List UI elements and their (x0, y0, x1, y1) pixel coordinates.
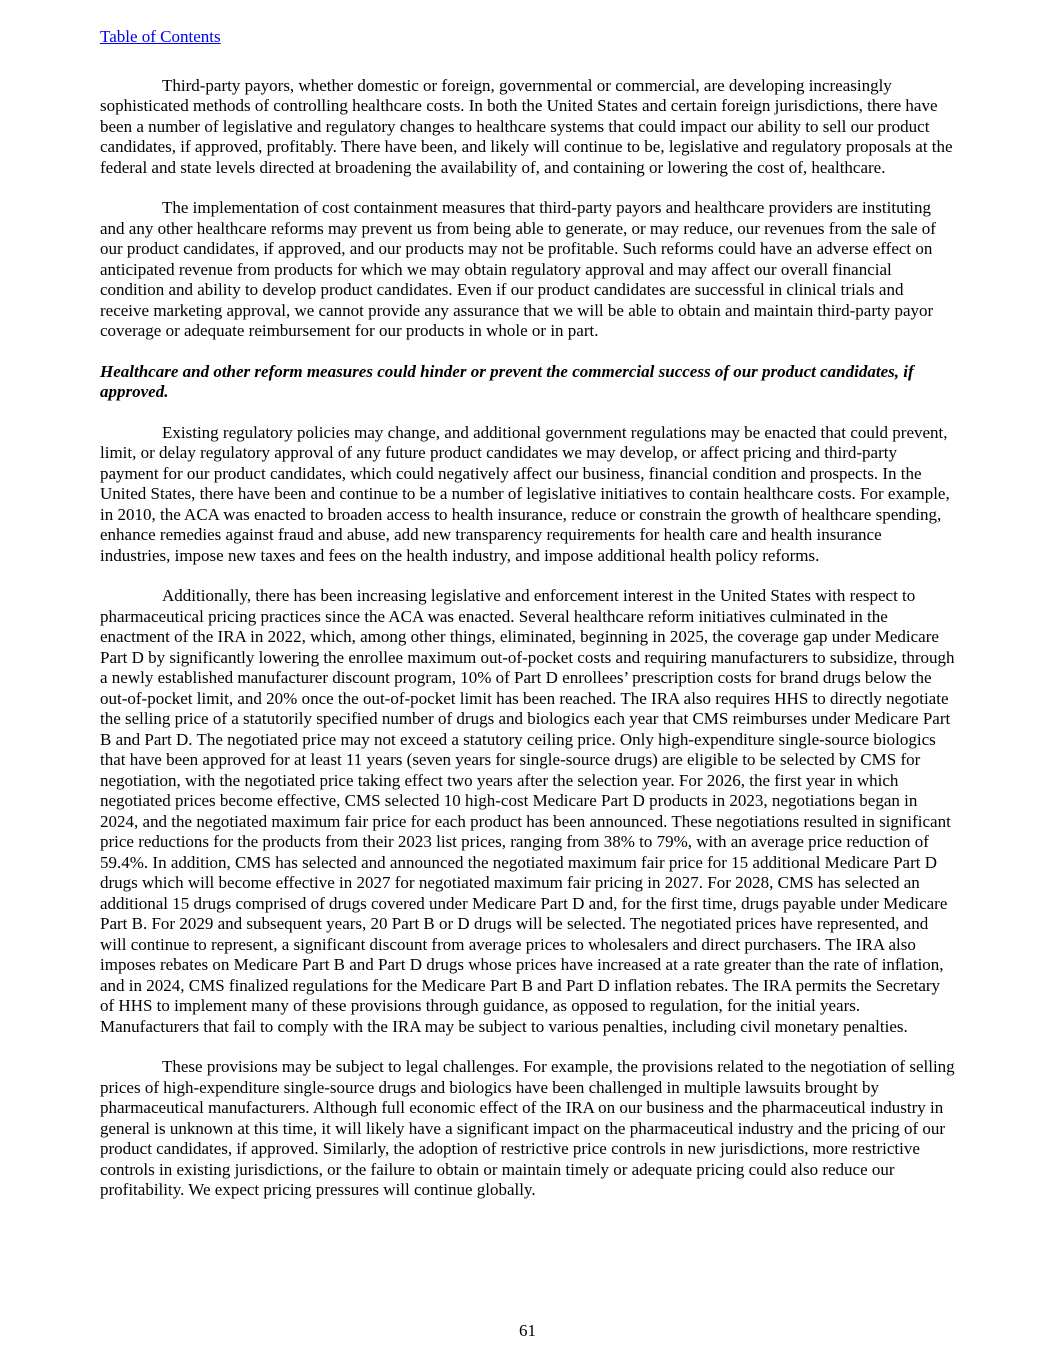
paragraph-third-party-payors: Third-party payors, whether domestic or foreign, governmental or commercial, are developing increasingly sophisticated methods of controlling healthcare costs. In both the United States and certain foreign jurisdictions, there have been a number of legislative and regulatory changes to healthcare systems that could impact our ability to sell our product candidates, if approved, profitably. There have been, and likely will continue to be, legislative and regulatory proposals at the federal and state levels directed at broadening the availability of, and containing or lowering the cost of, healthcare. (100, 75, 953, 177)
table-of-contents-link[interactable]: Table of Contents (100, 27, 221, 46)
paragraph-legal-challenges: These provisions may be subject to legal challenges. For example, the provisions related to the negotiation of selling prices of high-expenditure single-source drugs and biologics have been challenged in multiple lawsuits brought by pharmaceutical manufacturers. Although full economic effect of the IRA on our business and the pharmaceutical industry in general is unknown at this time, it will likely have a significant impact on the pharmaceutical industry and the pricing of our product candidates, if approved. Similarly, the adoption of restrictive price controls in new jurisdictions, more restrictive controls in existing jurisdictions, or the failure to obtain or maintain timely or adequate pricing could also reduce our profitability. We expect pricing pressures will continue globally. (100, 1057, 955, 1199)
paragraph-ira-provisions: Additionally, there has been increasing legislative and enforcement interest in the United States with respect to pharmaceutical pricing practices since the ACA was enacted. Several healthcare reform initiatives culminated in the enactment of the IRA in 2022, which, among other things, eliminated, beginning in 2025, the coverage gap under Medicare Part D by significantly lowering the enrollee maximum out-of-pocket costs and requiring manufacturers to subsidize, through a newly established manufacturer discount program, 10% of Part D enrollees’ prescription costs for brand drugs below the out-of-pocket limit, and 20% once the out-of-pocket limit has been reached. The IRA also requires HHS to directly negotiate the selling price of a statutorily specified number of drugs and biologics each year that CMS reimburses under Medicare Part B and Part D. The negotiated price may not exceed a statutory ceiling price. Only high-expenditure single-source biologics that have been approved for at least 11 years (seven years for single-source drugs) are eligible to be selected by CMS for negotiation, with the negotiated price taking effect two years after the selection year. For 2026, the first year in which negotiated prices become effective, CMS selected 10 high-cost Medicare Part D products in 2023, negotiations began in 2024, and the negotiated maximum fair price for each product has been announced. These negotiations resulted in significant price reductions for the products from their 2023 list prices, ranging from 38% to 79%, with an average price reduction of 59.4%. In addition, CMS has selected and announced the negotiated maximum fair price for 15 additional Medicare Part D drugs which will become effective in 2027 for negotiated maximum fair pricing in 2027. For 2028, CMS has selected an additional 15 drugs comprised of drugs covered under Medicare Part D and, for the first time, drugs payable under Medicare Part B. For 2029 and subsequent years, 20 Part B or D drugs will be selected. The negotiated prices have represented, and will continue to represent, a significant discount from average prices to wholesalers and direct purchasers. The IRA also imposes rebates on Medicare Part B and Part D drugs whose prices have increased at a rate greater than the rate of inflation, and in 2024, CMS finalized regulations for the Medicare Part B and Part D inflation rebates. The IRA permits the Secretary of HHS to implement many of these provisions through guidance, as opposed to regulation, for the initial years. Manufacturers that fail to comply with the IRA may be subject to various penalties, including civil monetary penalties. (100, 586, 955, 1036)
risk-factor-heading: Healthcare and other reform measures could hinder or prevent the commercial success of our product candidates, if approved. (100, 361, 914, 401)
paragraph-cost-containment: The implementation of cost containment measures that third-party payors and healthcare providers are instituting and any other healthcare reforms may prevent us from being able to generate, or may reduce, our revenues from the sale of our product candidates, if approved, and our products may not be profitable. Such reforms could have an adverse effect on anticipated revenue from products for which we may obtain regulatory approval and may affect our overall financial condition and ability to develop product candidates. Even if our product candidates are successful in clinical trials and receive marketing approval, we cannot provide any assurance that we will be able to obtain and maintain third-party payor coverage or adequate reimbursement for our products in whole or in part. (100, 198, 936, 340)
paragraph-existing-policies: Existing regulatory policies may change, and additional government regulations may be enacted that could prevent, limit, or delay regulatory approval of any future product candidates we may develop, or affect pricing and third-party payment for our product candidates, which could negatively affect our business, financial condition and prospects. In the United States, there have been and continue to be a number of legislative initiatives to contain healthcare costs. For example, in 2010, the ACA was enacted to broaden access to health insurance, reduce or constrain the growth of healthcare spending, enhance remedies against fraud and abuse, add new transparency requirements for health care and health insurance industries, impose new taxes and fees on the health industry, and impose additional health policy reforms. (100, 422, 950, 565)
page-number: 61 (519, 1320, 536, 1340)
document-body (100, 76, 955, 1201)
